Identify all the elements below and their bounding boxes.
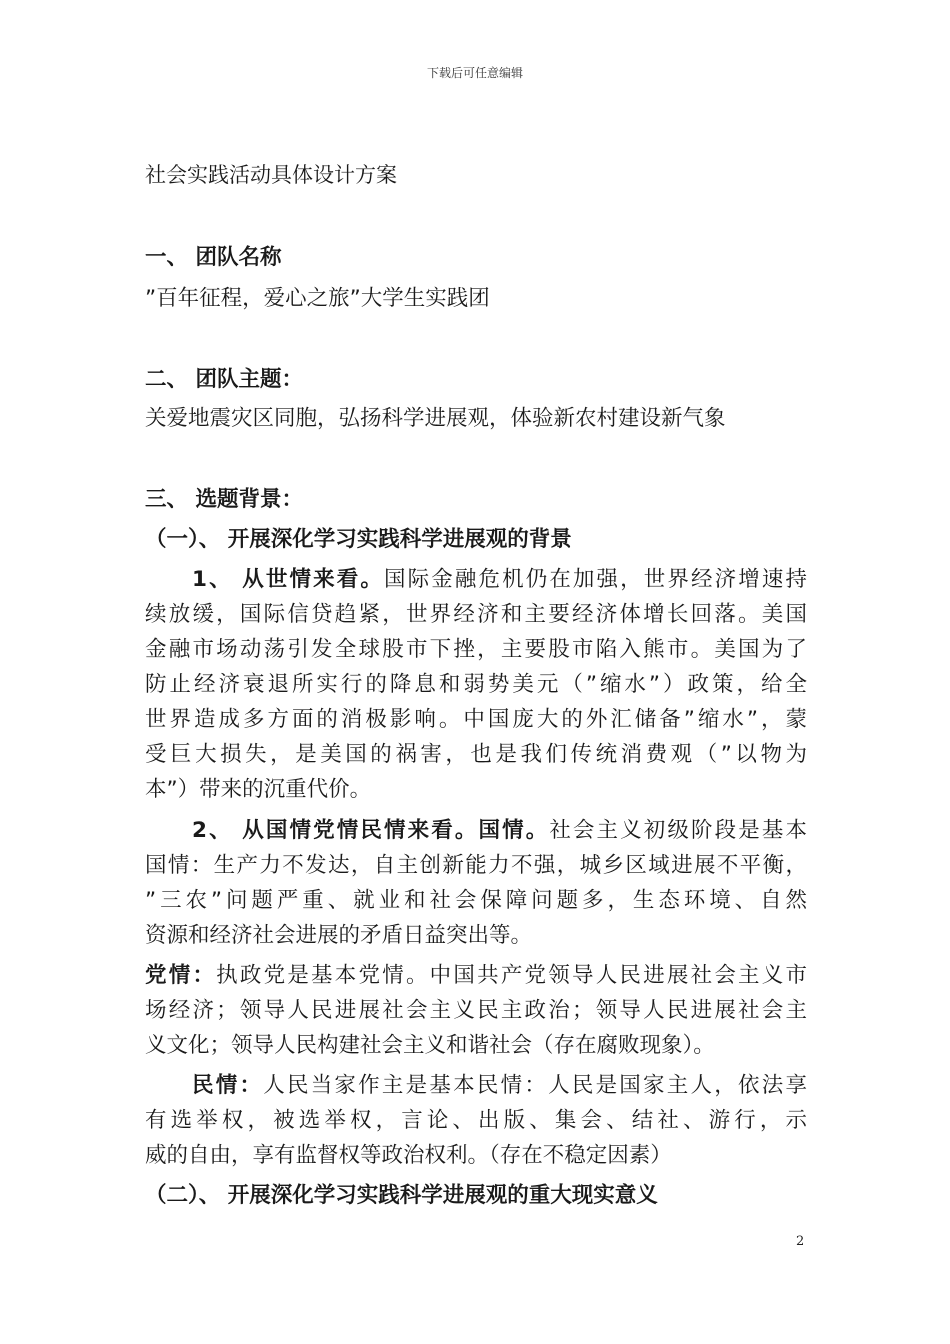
paragraph-2-number: 2、: [192, 818, 243, 843]
paragraph-2-line-3: ”三农”问题严重、就业和社会保障问题多，生态环境、自然: [145, 888, 807, 913]
section-1-heading: 一、 团队名称: [145, 245, 282, 270]
paragraph-1-line-5: 世界造成多方面的消极影响。中国庞大的外汇储备”缩水”，蒙: [145, 707, 807, 732]
section-2-text: 关爱地震灾区同胞，弘扬科学进展观，体验新农村建设新气象: [145, 406, 726, 431]
section-1-text: ”百年征程，爱心之旅”大学生实践团: [145, 286, 490, 311]
subsection-2-heading: （二）、 开展深化学习实践科学进展观的重大现实意义: [145, 1183, 658, 1208]
paragraph-1-line-2: 续放缓，国际信贷趋紧，世界经济和主要经济体增长回落。美国: [145, 602, 807, 627]
paragraph-1-lead: 从世情来看。: [242, 567, 384, 592]
section-2-heading: 二、 团队主题：: [145, 367, 303, 392]
paragraph-4-line-1: [192, 1073, 807, 1099]
paragraph-2-line-1: [192, 818, 807, 844]
paragraph-3-line-1: [145, 963, 807, 989]
paragraph-4-text: 人民当家作主是基本民情：人民是国家主人，依法享: [263, 1073, 807, 1098]
paragraph-3-line-2: 场经济；领导人民进展社会主义民主政治；领导人民进展社会主: [145, 998, 807, 1023]
page-number: 2: [796, 1234, 805, 1249]
paragraph-2-lead: 从国情党情民情来看。国情。: [242, 818, 550, 843]
paragraph-2-line-4: 资源和经济社会进展的矛盾日益突出等。: [145, 923, 533, 948]
page-header: 下载后可任意编辑: [426, 66, 523, 80]
paragraph-4-lead: 民情：: [192, 1073, 264, 1098]
paragraph-3-line-3: 义文化；领导人民构建社会主义和谐社会（存在腐败现象）。: [145, 1033, 715, 1058]
paragraph-1-line-7: 本”）带来的沉重代价。: [145, 777, 372, 802]
paragraph-1-line-4: 防止经济衰退所实行的降息和弱势美元（”缩水”）政策，给全: [145, 672, 807, 697]
paragraph-1-text: 国际金融危机仍在加强，世界经济增速持: [384, 567, 807, 592]
paragraph-3-lead: 党情：: [145, 963, 217, 988]
paragraph-1-line-1: [192, 567, 807, 593]
subsection-1-heading: （一）、 开展深化学习实践科学进展观的背景: [145, 527, 572, 552]
paragraph-1-line-3: 金融市场动荡引发全球股市下挫，主要股市陷入熊市。美国为了: [145, 637, 807, 662]
section-3-heading: 三、 选题背景：: [145, 487, 303, 512]
paragraph-1-number: 1、: [192, 567, 243, 592]
paragraph-1-line-6: 受巨大损失，是美国的祸害，也是我们传统消费观（”以物为: [145, 742, 807, 767]
paragraph-2-line-2: 国情：生产力不发达，自主创新能力不强，城乡区域进展不平衡，: [145, 853, 807, 878]
paragraph-4-line-2: 有选举权，被选举权，言论、出版、集会、结社、游行，示: [145, 1108, 807, 1133]
paragraph-4-line-3: 威的自由，享有监督权等政治权利。（存在不稳定因素）: [145, 1143, 672, 1168]
paragraph-3-text: 执政党是基本党情。中国共产党领导人民进展社会主义市: [216, 963, 807, 988]
document-title: 社会实践活动具体设计方案: [145, 163, 397, 187]
paragraph-2-text: 社会主义初级阶段是基本: [549, 818, 807, 843]
